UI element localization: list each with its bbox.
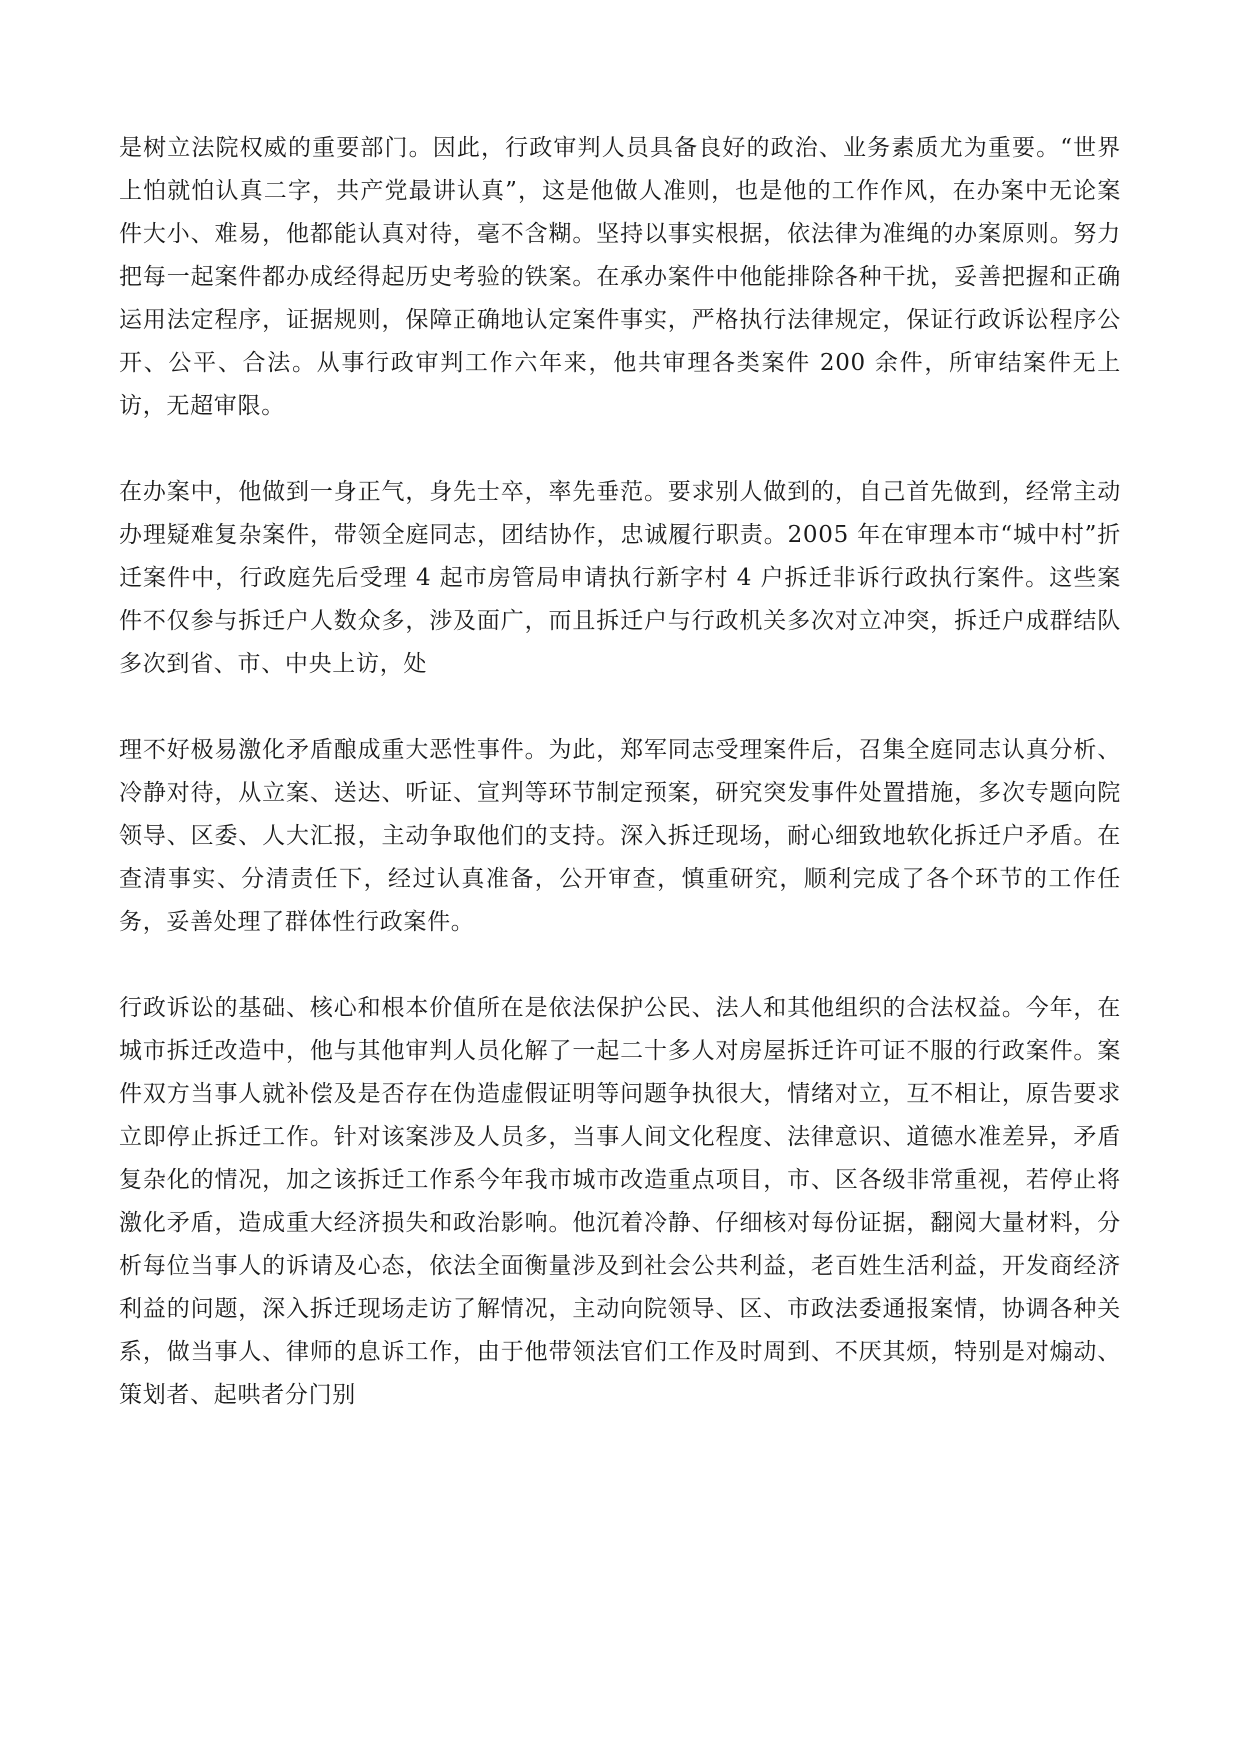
paragraph: 理不好极易激化矛盾酿成重大恶性事件。为此，郑军同志受理案件后，召集全庭同志认真分析、冷静对待，从立案、送达、听证、宣判等环节制定预案，研究突发事件处置措施，多次专题向院领导、区委、人大汇报，主动争取他们的支持。深入拆迁现场，耐心细致地软化拆迁户矛盾。在查清事实、分清责任下，经过认真准备，公开审查，慎重研究，顺利完成了各个环节的工作任务，妥善处理了群体性行政案件。 — [119, 737, 1121, 935]
document-body — [119, 127, 1121, 1417]
paragraph: 是树立法院权威的重要部门。因此，行政审判人员具备良好的政治、业务素质尤为重要。“世界上怕就怕认真二字，共产党最讲认真”，这是他做人准则，也是他的工作作风，在办案中无论案件大小、难易，他都能认真对待，毫不含糊。坚持以事实根据，依法律为准绳的办案原则。努力把每一起案件都办成经得起历史考验的铁案。在承办案件中他能排除各种干扰，妥善把握和正确运用法定程序，证据规则，保障正确地认定案件事实，严格执行法律规定，保证行政诉讼程序公开、公平、合法。从事行政审判工作六年来，他共审理各类案件 200 余件，所审结案件无上访，无超审限。 — [119, 135, 1121, 419]
paragraph: 在办案中，他做到一身正气，身先士卒，率先垂范。要求别人做到的，自己首先做到，经常主动办理疑难复杂案件，带领全庭同志，团结协作，忠诚履行职责。2005 年在审理本市“城中村”折迁案件中，行政庭先后受理 4 起市房管局申请执行新字村 4 户拆迁非诉行政执行案件。这些案件不仅参与拆迁户人数众多，涉及面广，而且拆迁户与行政机关多次对立冲突，拆迁户成群结队多次到省、市、中央上访，处 — [119, 479, 1121, 677]
paragraph: 行政诉讼的基础、核心和根本价值所在是依法保护公民、法人和其他组织的合法权益。今年，在城市拆迁改造中，他与其他审判人员化解了一起二十多人对房屋拆迁许可证不服的行政案件。案件双方当事人就补偿及是否存在伪造虚假证明等问题争执很大，情绪对立，互不相让，原告要求立即停止拆迁工作。针对该案涉及人员多，当事人间文化程度、法律意识、道德水准差异，矛盾复杂化的情况，加之该拆迁工作系今年我市城市改造重点项目，市、区各级非常重视，若停止将激化矛盾，造成重大经济损失和政治影响。他沉着冷静、仔细核对每份证据，翻阅大量材料，分析每位当事人的诉请及心态，依法全面衡量涉及到社会公共利益，老百姓生活利益，开发商经济利益的问题，深入拆迁现场走访了解情况，主动向院领导、区、市政法委通报案情，协调各种关系，做当事人、律师的息诉工作，由于他带领法官们工作及时周到、不厌其烦，特别是对煽动、策划者、起哄者分门别 — [119, 995, 1121, 1408]
